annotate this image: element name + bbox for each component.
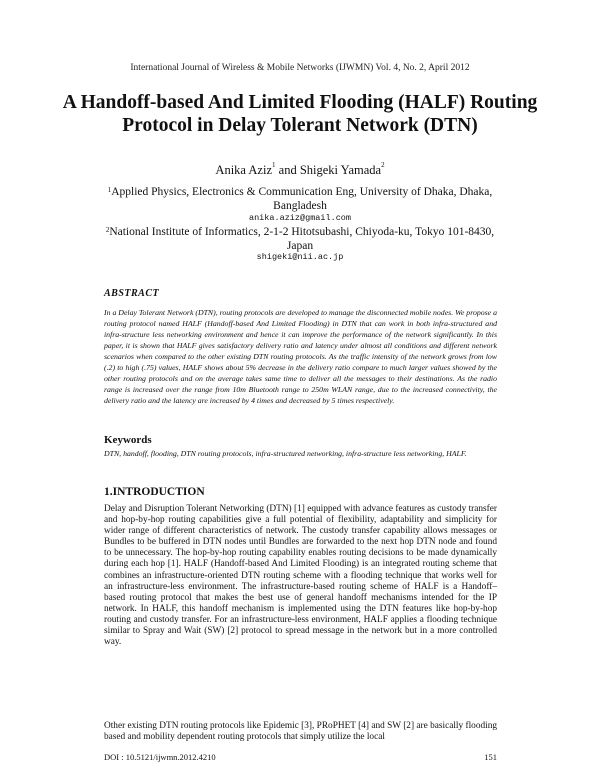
affiliation-2 <box>100 225 500 253</box>
abstract-heading: ABSTRACT <box>104 288 160 299</box>
section-heading <box>104 486 205 498</box>
affiliation-mark: 1 <box>107 186 112 194</box>
author-affiliation-mark: 1 <box>272 161 276 169</box>
body-paragraph: Delay and Disruption Tolerant Networking (DTN) [1] equipped with advance features as custody transfer and hop-by-hop routing capabilities give a full potential of flexibility, adaptability and simplicity for wider range of different characteristics of network. The custody transfer capability allows messages or Bundles to be buffered in DTN nodes until Bundles are forwarded to the next hop DTN node and found to be unnecessary. The hop-by-hop routing capability enables routing decisions to be made dynamically during each hop [1]. HALF (Handoff-based And Limited Flooding) is an integrated routing scheme that combines an infrastructure-oriented DTN routing scheme with a flooding technique that works well for an infrastructure-less environment. The infrastructure-based routing scheme of HALF is a Handoff–based routing protocol that makes the best use of general handoff mechanisms intended for the IP network. In HALF, this handoff mechanism is implemented using the DTN features like hop-by-hop routing and custody transfer. For an infrastructure-less environment, HALF applies a flooding technique similar to Spray and Wait (SW) [2] protocol to spread message in the network but in a more controlled way. <box>104 504 497 648</box>
paper-title: A Handoff-based And Limited Flooding (HALF) Routing Protocol in Delay Tolerant Network (DTN) <box>62 92 538 136</box>
affiliation-1 <box>100 185 500 213</box>
keywords-text: DTN, handoff, flooding, DTN routing protocols, infra-structured networking, infra-structure less networking, HALF. <box>104 449 467 458</box>
body-paragraph: Other existing DTN routing protocols like Epidemic [3], PRoPHET [4] and SW [2] are basically flooding based and mobility dependent routing protocols that simply utilize the local <box>104 721 497 743</box>
author-affiliation-mark: 2 <box>381 161 385 169</box>
affiliation-text: National Institute of Informatics, 2-1-2 Hitotsubashi, Chiyoda-ku, Tokyo 101-8430, Japan <box>109 226 495 252</box>
page-footer <box>104 752 497 762</box>
keywords-heading: Keywords <box>104 434 152 446</box>
journal-running-header: International Journal of Wireless & Mobile Networks (IJWMN) Vol. 4, No. 2, April 2012 <box>130 63 470 73</box>
section-title: INTRODUCTION <box>112 486 205 498</box>
author-email: shigeki@nii.ac.jp <box>256 252 344 262</box>
author-joiner: and <box>275 163 300 177</box>
affiliation-mark: 2 <box>105 226 110 234</box>
section-number: 1. <box>104 486 113 498</box>
doi-text: DOI : 10.5121/ijwmn.2012.4210 <box>104 752 216 762</box>
affiliation-text: Applied Physics, Electronics & Communication Eng, University of Dhaka, Dhaka, Bangladesh <box>111 186 493 212</box>
author-email: anika.aziz@gmail.com <box>248 213 352 223</box>
author-name: Anika Aziz <box>215 163 273 177</box>
author-line <box>0 163 600 178</box>
page-number: 151 <box>484 752 497 762</box>
author-name: Shigeki Yamada <box>299 163 382 177</box>
abstract-text: In a Delay Tolerant Network (DTN), routing protocols are developed to manage the disconnected mobile nodes. We propose a routing protocol named HALF (Handoff-based And Limited Flooding) in DTN that can work in both infra-structured and infra-structure less networking environment and hence it can improve the performance of the network significantly. In this paper, it is shown that HALF gives satisfactory delivery ratio and latency under almost all conditions and different network scenarios when compared to the other existing DTN routing protocols. As the traffic intensity of the network grows from low (.2) to high (.75) values, HALF shows about 5% decrease in the delivery ratio compare to much larger values showed by the other routing protocols and on the average takes same time to deliver all the messages to their destinations. As the radio range is increased over the range from 10m Bluetooth range to 250m WLAN range, due to the increased connectivity, the delivery ratio and the latency are increased by 4 times and decreased by 5 times respectively. <box>104 308 497 405</box>
